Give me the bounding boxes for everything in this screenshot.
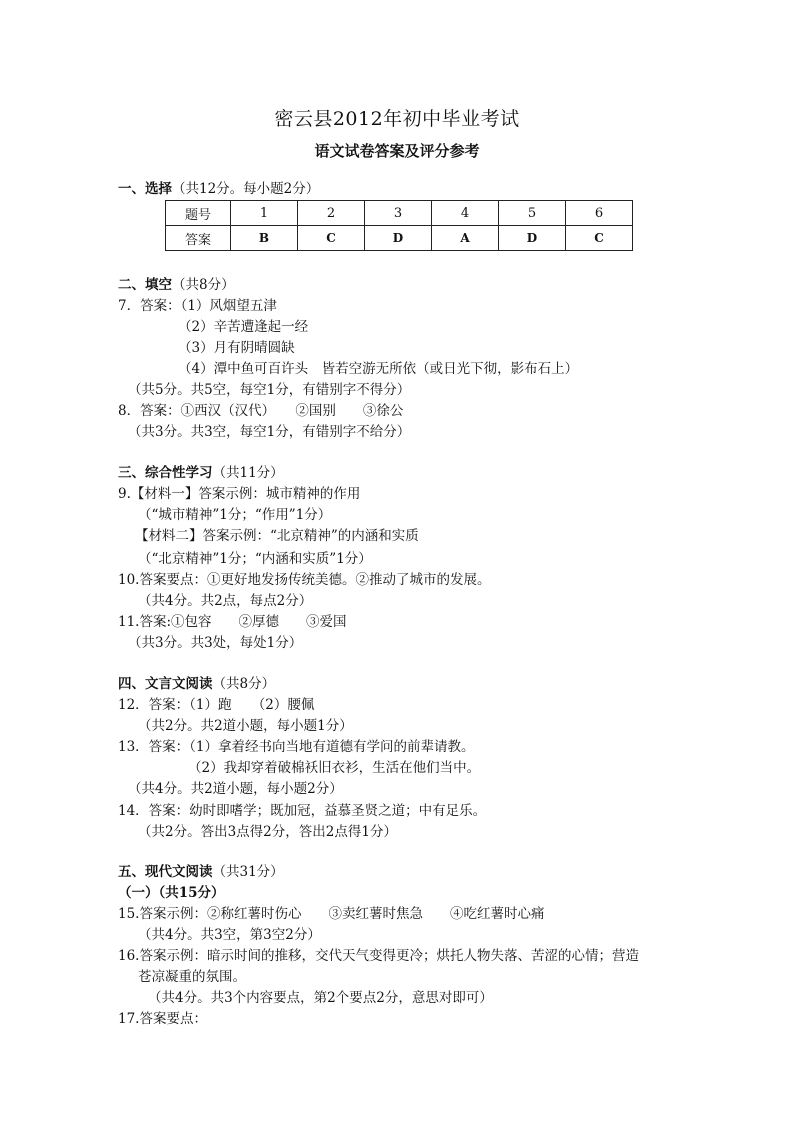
question-number: 1 <box>231 201 298 226</box>
table-row-label: 答案 <box>166 226 231 251</box>
section4-title: 四、文言文阅读 <box>118 676 213 692</box>
section5-note: （共31分） <box>212 864 284 880</box>
answer-cell: C <box>566 226 633 251</box>
answer-line: 15.答案示例：②称红薯时伤心 ③卖红薯时焦急 ④吃红薯时心痛 <box>118 906 545 922</box>
section4-note: （共8分） <box>212 676 276 692</box>
answer-line: （2）辛苦遭逢起一经 <box>178 319 309 335</box>
answer-cell: B <box>231 226 298 251</box>
answer-cell: D <box>365 226 432 251</box>
section2-note: （共8分） <box>172 277 235 293</box>
scoring-note: （共4分。共3空，第3空2分） <box>138 927 321 943</box>
answer-line: 8．答案：①西汉（汉代） ②国别 ③徐公 <box>118 403 404 419</box>
question-number: 4 <box>432 201 499 226</box>
scoring-note: （共2分。共2道小题，每小题1分） <box>138 718 353 734</box>
answer-cell: C <box>298 226 365 251</box>
answer-cell: A <box>432 226 499 251</box>
question-number: 3 <box>365 201 432 226</box>
scoring-note: （共4分。共2道小题，每小题2分） <box>128 781 343 797</box>
answer-cell: D <box>499 226 566 251</box>
scoring-note: （“北京精神”1分；“内涵和实质”1分） <box>138 551 372 567</box>
scoring-note: （共3分。共3处，每处1分） <box>128 635 303 651</box>
answer-table <box>165 200 633 251</box>
table-row-label: 题号 <box>166 201 231 226</box>
answer-line: 10.答案要点：①更好地发扬传统美德。②推动了城市的发展。 <box>118 572 491 588</box>
section5-title: 五、现代文阅读 <box>118 864 213 880</box>
answer-line: 14．答案：幼时即嗜学；既加冠，益慕圣贤之道；中有足乐。 <box>118 803 487 819</box>
section1-title: 一、选择 <box>118 181 172 197</box>
answer-line: 苍凉凝重的氛围。 <box>138 969 246 985</box>
answer-row <box>166 226 633 251</box>
scoring-note: （共5分。共5空，每空1分，有错别字不得分） <box>128 382 411 398</box>
question-number: 6 <box>566 201 633 226</box>
page-subtitle: 语文试卷答案及评分参考 <box>314 142 480 160</box>
page-title: 密云县2012年初中毕业考试 <box>274 108 520 130</box>
question-number: 2 <box>298 201 365 226</box>
answer-line: 17.答案要点： <box>118 1011 207 1027</box>
answer-line: 11.答案:①包容 ②厚德 ③爱国 <box>118 614 347 630</box>
section1-heading <box>118 180 319 198</box>
scoring-note: （共2分。答出3点得2分，答出2点得1分） <box>138 824 397 840</box>
question-number: 5 <box>499 201 566 226</box>
section2-heading <box>118 276 235 294</box>
section4-heading <box>118 675 275 693</box>
section3-heading <box>118 464 284 482</box>
answer-line: 【材料二】答案示例：“北京精神”的内涵和实质 <box>135 528 419 544</box>
answer-line: （2）我却穿着破棉袄旧衣衫，生活在他们当中。 <box>188 760 481 776</box>
question-number-row <box>166 201 633 226</box>
answer-line: 12．答案：（1）跑 （2）腰佩 <box>118 697 315 713</box>
section1-note: （共12分。每小题2分） <box>172 181 320 197</box>
answer-line: （3）月有阴晴圆缺 <box>178 340 295 356</box>
answer-line: （4）潭中鱼可百许头 皆若空游无所依（或日光下彻，影布石上） <box>178 361 579 377</box>
subsection-heading: （一）（共15分） <box>118 885 225 901</box>
section3-note: （共11分） <box>212 465 284 481</box>
section3-title: 三、综合性学习 <box>118 465 213 481</box>
section5-heading <box>118 863 284 881</box>
answer-line: 7．答案：（1）风烟望五津 <box>118 298 277 314</box>
answer-line: 16.答案示例：暗示时间的推移，交代天气变得更冷；烘托人物失落、苦涩的心情；营造 <box>118 948 639 964</box>
scoring-note: （共4分。共3个内容要点，第2个要点2分，意思对即可） <box>148 990 493 1006</box>
scoring-note: （共3分。共3空，每空1分，有错别字不给分） <box>128 424 411 440</box>
answer-line: 9.【材料一】答案示例：城市精神的作用 <box>118 486 361 502</box>
scoring-note: （共4分。共2点，每点2分） <box>138 593 313 609</box>
answer-line: 13．答案：（1）拿着经书向当地有道德有学问的前辈请教。 <box>118 739 475 755</box>
section2-title: 二、填空 <box>118 277 172 293</box>
scoring-note: （“城市精神”1分；“作用”1分） <box>138 507 332 523</box>
